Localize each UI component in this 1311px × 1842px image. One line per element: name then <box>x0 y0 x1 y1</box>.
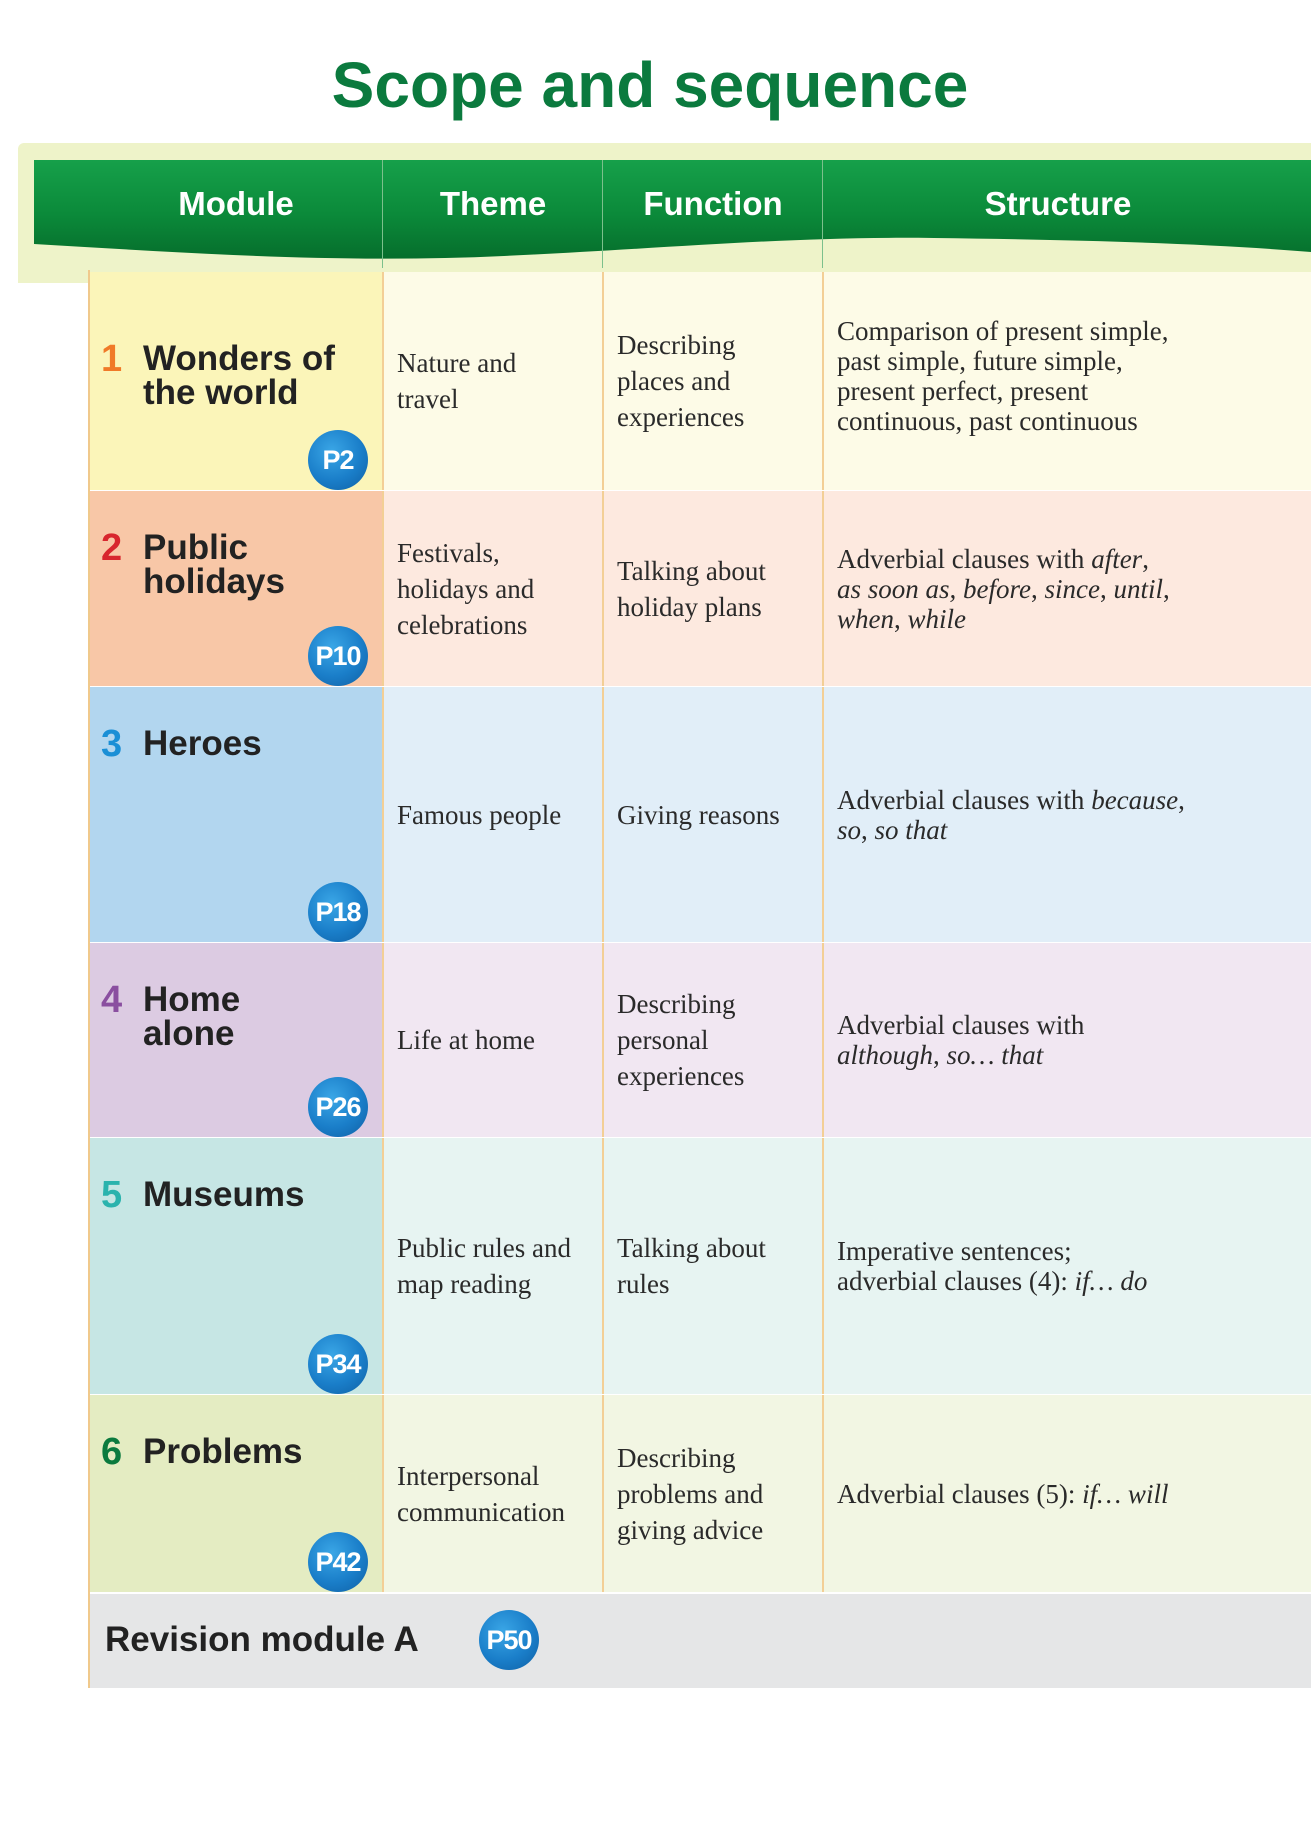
module-name <box>143 1432 303 1471</box>
module-name-line: Museums <box>143 1175 305 1214</box>
function-cell <box>603 1138 822 1394</box>
structure-fragment: if… will <box>1082 1478 1169 1509</box>
structure-fragment: continuous, past continuous <box>837 406 1138 436</box>
module-cell[interactable] <box>89 1395 382 1592</box>
column-divider <box>602 687 604 942</box>
function-line: experiences <box>617 1061 745 1091</box>
module-name <box>143 339 335 412</box>
module-number: 3 <box>101 723 123 765</box>
module-cell[interactable] <box>89 687 382 942</box>
structure-text <box>837 272 1303 490</box>
function-text <box>617 491 814 686</box>
structure-fragment: Adverbial clauses with <box>837 784 1092 815</box>
module-name-line: holidays <box>143 562 285 601</box>
module-number: 2 <box>101 527 123 569</box>
function-cell <box>603 272 822 490</box>
theme-text <box>397 1138 594 1394</box>
structure-fragment: Adverbial clauses with <box>837 543 1092 574</box>
structure-fragment: , <box>894 603 908 634</box>
module-name <box>143 528 285 601</box>
column-divider <box>822 943 824 1137</box>
page-badge[interactable]: P10 <box>308 626 368 686</box>
page-badge[interactable]: P50 <box>479 1610 539 1670</box>
column-divider <box>822 687 824 942</box>
structure-fragment: , <box>1031 573 1045 604</box>
theme-line: celebrations <box>397 609 528 640</box>
column-divider <box>822 1395 824 1592</box>
theme-line: Festivals, <box>397 537 500 568</box>
table-left-edge <box>88 270 90 1688</box>
structure-text <box>837 1395 1303 1592</box>
column-header-module: Module <box>178 185 294 222</box>
module-name-line: Problems <box>143 1432 303 1471</box>
column-divider <box>382 1395 384 1592</box>
module-number: 1 <box>101 338 123 380</box>
module-number: 5 <box>101 1174 123 1216</box>
theme-text <box>397 491 594 686</box>
theme-line: holidays and <box>397 573 535 604</box>
structure-fragment: , <box>1163 573 1170 604</box>
function-line: Giving reasons <box>617 799 780 830</box>
column-divider <box>382 1138 384 1394</box>
page-badge[interactable]: P18 <box>308 882 368 942</box>
theme-cell <box>383 1395 602 1592</box>
theme-line: travel <box>397 384 459 414</box>
structure-cell <box>823 687 1311 942</box>
structure-fragment: , <box>1178 784 1185 815</box>
column-header-function: Function <box>643 185 783 222</box>
structure-cell <box>823 1138 1311 1394</box>
function-text <box>617 1138 814 1394</box>
column-divider <box>382 272 384 490</box>
function-line: places and <box>617 366 731 396</box>
structure-fragment: , <box>1142 543 1149 574</box>
structure-fragment: if… do <box>1074 1266 1148 1296</box>
theme-cell <box>383 1138 602 1394</box>
structure-fragment: as soon as, before <box>837 573 1031 604</box>
structure-line <box>837 544 1149 574</box>
structure-line <box>837 574 1170 604</box>
theme-line: Interpersonal <box>397 1460 540 1491</box>
structure-fragment: so <box>837 814 862 845</box>
structure-text <box>837 687 1303 942</box>
function-line: Talking about <box>617 1233 766 1263</box>
function-text <box>617 272 814 490</box>
structure-line <box>837 604 966 634</box>
theme-line: Famous people <box>397 799 562 830</box>
theme-cell <box>383 943 602 1137</box>
structure-fragment: , <box>861 814 875 845</box>
revision-row[interactable] <box>89 1594 1311 1688</box>
theme-cell <box>383 272 602 490</box>
function-line: giving advice <box>617 1514 764 1545</box>
table-row <box>89 1395 1311 1592</box>
module-name-line: Public <box>143 528 249 567</box>
revision-label: Revision module A <box>105 1620 419 1659</box>
column-divider <box>602 491 604 686</box>
structure-line <box>837 346 1123 376</box>
column-divider <box>382 491 384 686</box>
structure-line <box>837 1040 1043 1070</box>
function-line: Describing <box>617 989 736 1019</box>
function-cell <box>603 943 822 1137</box>
theme-text <box>397 272 594 490</box>
page-title: Scope and sequence <box>331 49 969 121</box>
module-name-line: the world <box>143 373 299 412</box>
structure-fragment: until <box>1113 573 1163 604</box>
column-divider <box>602 1395 604 1592</box>
structure-fragment: after <box>1091 543 1143 574</box>
structure-fragment: so that <box>874 814 948 845</box>
column-divider <box>602 272 604 490</box>
module-name <box>143 724 262 763</box>
function-cell <box>603 687 822 942</box>
page-badge[interactable]: P26 <box>308 1077 368 1137</box>
theme-cell <box>383 491 602 686</box>
structure-line <box>837 1266 1147 1296</box>
function-line: problems and <box>617 1478 764 1509</box>
structure-line <box>837 1479 1168 1509</box>
structure-fragment: past simple, future simple, <box>837 346 1123 376</box>
module-cell[interactable] <box>89 1138 382 1394</box>
structure-fragment: , <box>1099 573 1114 604</box>
structure-fragment: present perfect, present <box>837 376 1089 406</box>
function-line: Describing <box>617 1442 736 1473</box>
function-line: Describing <box>617 330 736 360</box>
structure-text <box>837 491 1303 686</box>
structure-line <box>837 785 1185 815</box>
module-name-line: alone <box>143 1014 235 1053</box>
theme-line: Life at home <box>397 1025 535 1055</box>
table-row <box>89 687 1311 942</box>
structure-line <box>837 1236 1072 1266</box>
structure-line <box>837 1010 1084 1040</box>
module-cell[interactable] <box>89 943 382 1137</box>
column-header-structure: Structure <box>984 185 1132 222</box>
column-divider <box>602 943 604 1137</box>
page-badge[interactable]: P42 <box>308 1532 368 1592</box>
module-cell[interactable] <box>89 272 382 490</box>
structure-fragment: , <box>933 1040 947 1070</box>
table-row <box>89 1138 1311 1394</box>
structure-fragment: Imperative sentences; <box>837 1236 1072 1266</box>
column-divider <box>382 687 384 942</box>
function-text <box>617 943 814 1137</box>
module-name <box>143 1175 305 1214</box>
module-name-line: Wonders of <box>143 339 335 378</box>
theme-line: map reading <box>397 1269 532 1299</box>
structure-fragment: while <box>907 603 966 634</box>
function-cell <box>603 1395 822 1592</box>
function-line: experiences <box>617 402 745 432</box>
structure-fragment: so… that <box>946 1040 1044 1070</box>
column-divider <box>602 1138 604 1394</box>
function-line: holiday plans <box>617 591 762 622</box>
table-row <box>89 272 1311 490</box>
column-divider <box>822 491 824 686</box>
page-badge[interactable]: P2 <box>308 430 368 490</box>
module-number: 6 <box>101 1431 123 1473</box>
structure-line <box>837 376 1088 406</box>
structure-fragment: Comparison of present simple, <box>837 316 1169 346</box>
structure-fragment: since <box>1044 573 1100 604</box>
structure-fragment: adverbial clauses (4): <box>837 1266 1075 1296</box>
structure-fragment: Adverbial clauses with <box>837 1010 1085 1040</box>
theme-text <box>397 943 594 1137</box>
theme-line: Public rules and <box>397 1233 571 1263</box>
column-divider <box>822 272 824 490</box>
function-line: personal <box>617 1025 709 1055</box>
table-row <box>89 491 1311 686</box>
column-divider <box>382 943 384 1137</box>
function-text <box>617 687 814 942</box>
structure-fragment: Adverbial clauses (5): <box>837 1478 1083 1509</box>
column-divider <box>822 1138 824 1394</box>
structure-fragment: when <box>837 603 894 634</box>
structure-fragment: because <box>1091 784 1179 815</box>
structure-cell <box>823 943 1311 1137</box>
theme-text <box>397 1395 594 1592</box>
structure-cell <box>823 491 1311 686</box>
function-line: rules <box>617 1269 670 1299</box>
page-badge[interactable]: P34 <box>308 1334 368 1394</box>
function-cell <box>603 491 822 686</box>
module-name-line: Heroes <box>143 724 262 763</box>
structure-cell <box>823 1395 1311 1592</box>
module-name <box>143 980 241 1053</box>
theme-cell <box>383 687 602 942</box>
theme-text <box>397 687 594 942</box>
structure-text <box>837 1138 1303 1394</box>
module-number: 4 <box>101 979 123 1021</box>
module-cell[interactable] <box>89 491 382 686</box>
structure-text <box>837 943 1303 1137</box>
structure-cell <box>823 272 1311 490</box>
column-header-theme: Theme <box>439 185 547 222</box>
function-line: Talking about <box>617 555 766 586</box>
structure-line <box>837 316 1168 346</box>
function-text <box>617 1395 814 1592</box>
structure-line <box>837 406 1138 436</box>
theme-line: communication <box>397 1496 565 1527</box>
structure-line <box>837 815 947 845</box>
table-row <box>89 943 1311 1137</box>
theme-line: Nature and <box>397 348 517 378</box>
structure-fragment: although <box>837 1040 934 1070</box>
module-name-line: Home <box>143 980 241 1019</box>
